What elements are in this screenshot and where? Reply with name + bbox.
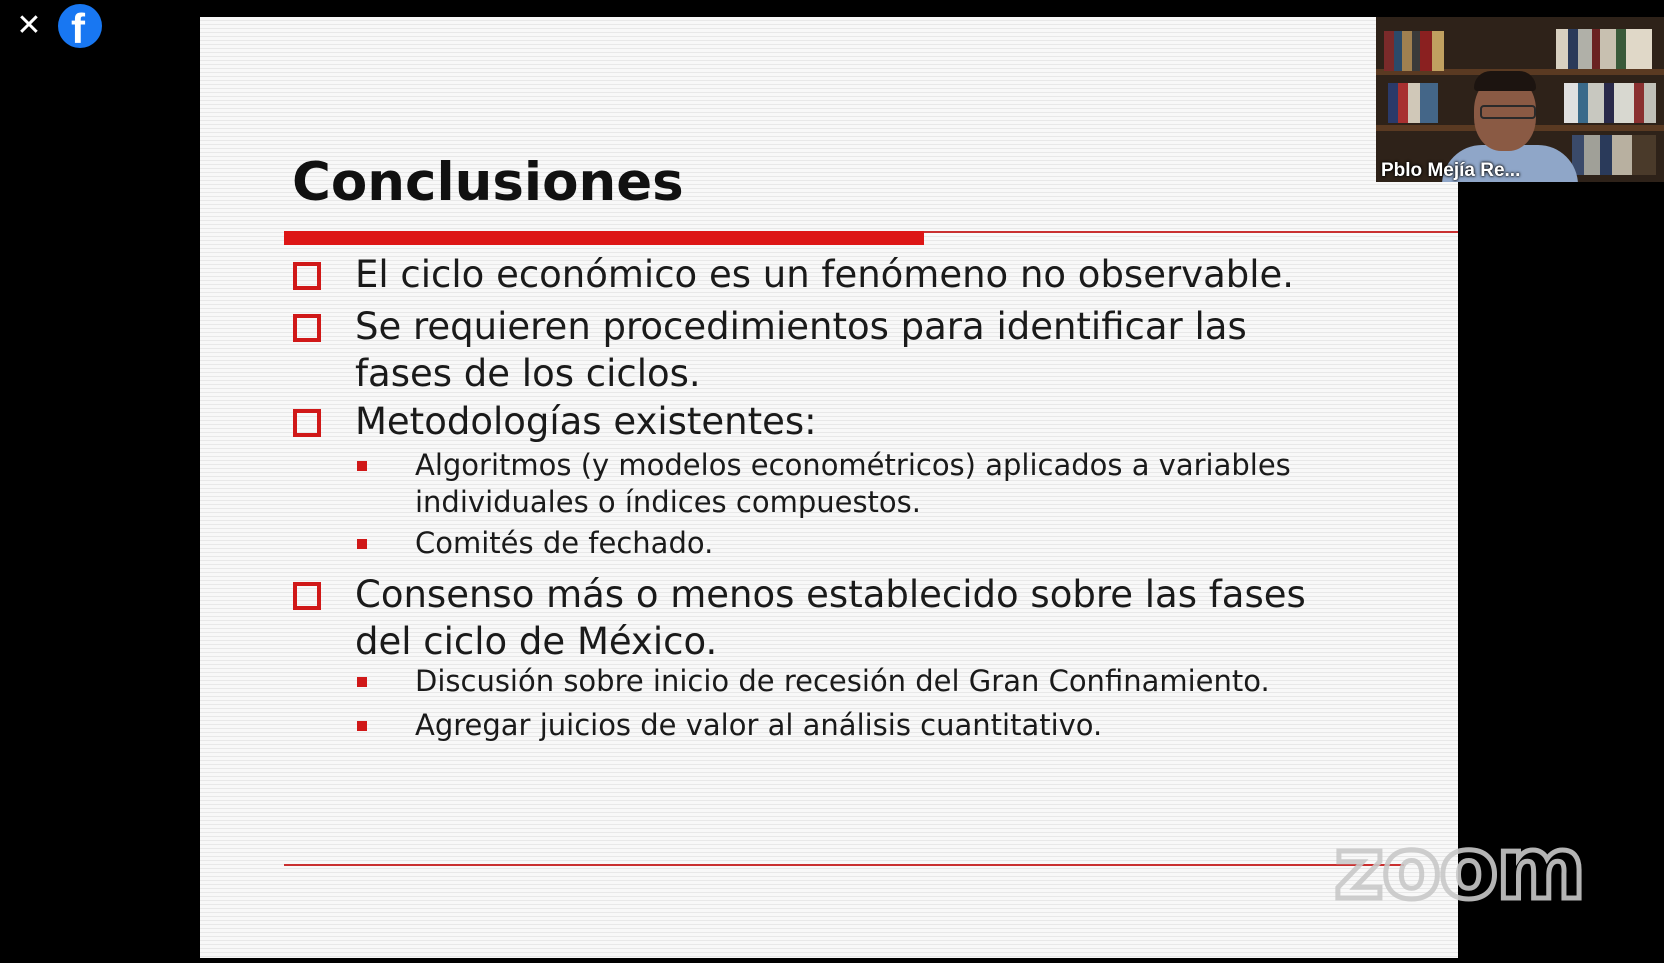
sub-bullet-text: Algoritmos (y modelos econométricos) aplicados a variables xyxy=(415,448,1291,482)
sub-bullet-item xyxy=(415,707,1102,744)
bookshelf-books xyxy=(1556,29,1652,69)
bookshelf-books xyxy=(1572,135,1656,175)
sub-bullet-text: Discusión sobre inicio de recesión del Gran Confinamiento. xyxy=(415,664,1270,698)
square-bullet-icon xyxy=(293,409,321,437)
bullet-text: Metodologías existentes: xyxy=(355,400,817,443)
bullet-item xyxy=(355,251,1294,298)
square-bullet-icon xyxy=(293,314,321,342)
sub-bullet-text: individuales o índices compuestos. xyxy=(415,485,921,519)
speaker-video-tile[interactable] xyxy=(1376,17,1664,182)
participant-name-label: Pblo Mejía Re... xyxy=(1381,160,1521,181)
bullet-text: Consenso más o menos establecido sobre las fases xyxy=(355,573,1306,616)
bullet-list xyxy=(200,17,1458,958)
bullet-text: del ciclo de México. xyxy=(355,620,718,663)
small-square-bullet-icon xyxy=(357,677,367,687)
bullet-text: Se requieren procedimientos para identificar las xyxy=(355,305,1247,348)
sub-bullet-item xyxy=(415,447,1291,521)
small-square-bullet-icon xyxy=(357,539,367,549)
presentation-slide xyxy=(200,17,1458,958)
bullet-item xyxy=(355,571,1306,665)
speaker-hair xyxy=(1474,71,1536,91)
bullet-item xyxy=(355,398,817,445)
sub-bullet-text: Agregar juicios de valor al análisis cuantitativo. xyxy=(415,708,1103,742)
sub-bullet-item xyxy=(415,525,713,562)
bullet-item xyxy=(355,303,1247,397)
square-bullet-icon xyxy=(293,582,321,610)
bullet-text: El ciclo económico es un fenómeno no observable. xyxy=(355,253,1295,296)
small-square-bullet-icon xyxy=(357,721,367,731)
bullet-text: fases de los ciclos. xyxy=(355,352,701,395)
square-bullet-icon xyxy=(293,262,321,290)
speaker-glasses xyxy=(1480,105,1536,119)
bookshelf-books xyxy=(1388,83,1438,123)
sub-bullet-item xyxy=(415,663,1270,700)
bookshelf-books xyxy=(1384,31,1444,71)
zoom-logo-watermark: zoom xyxy=(1334,819,1584,919)
slide-title: Conclusiones xyxy=(292,152,684,213)
slide-bottom-rule xyxy=(284,864,1404,866)
facebook-icon[interactable] xyxy=(58,4,102,52)
bookshelf-books xyxy=(1564,83,1656,123)
facebook-glyph: f xyxy=(71,5,85,52)
sub-bullet-text: Comités de fechado. xyxy=(415,526,714,560)
close-icon[interactable]: ✕ xyxy=(16,8,42,43)
small-square-bullet-icon xyxy=(357,461,367,471)
